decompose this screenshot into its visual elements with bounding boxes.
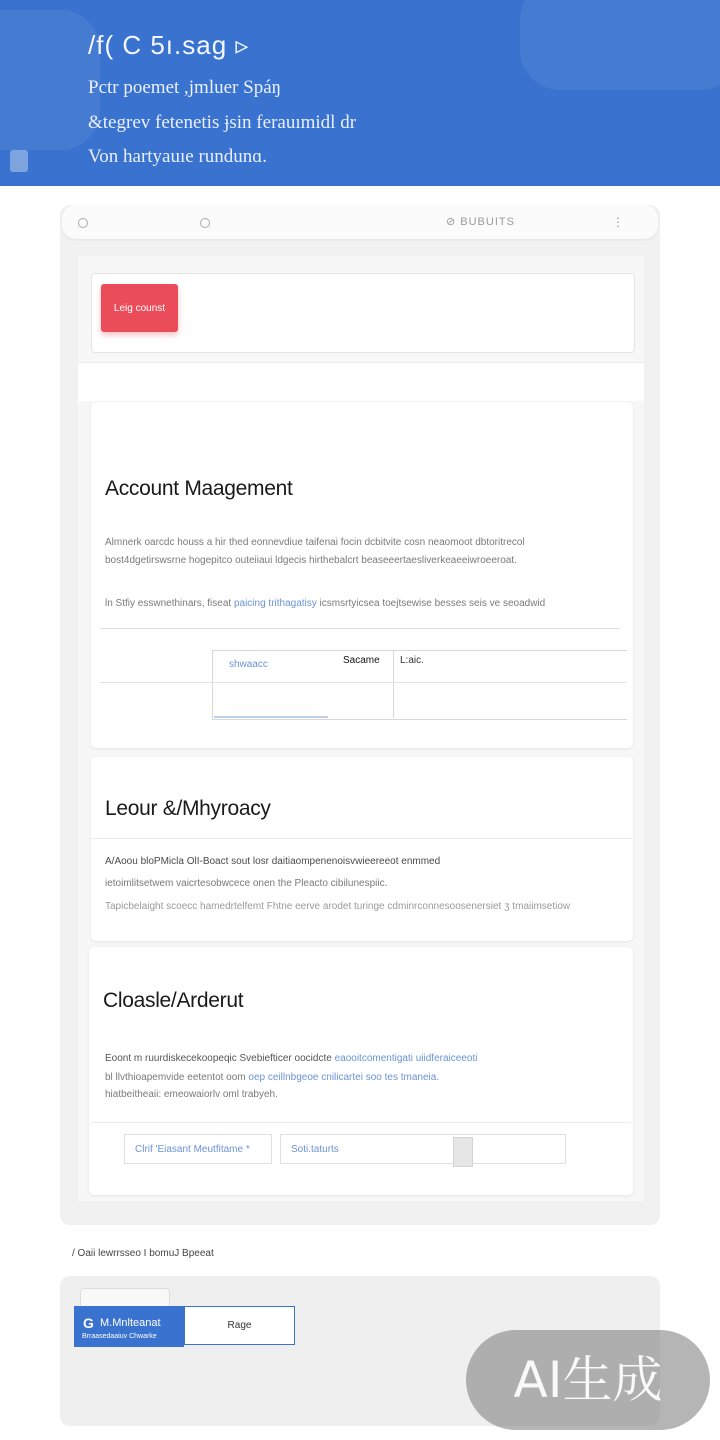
reason-input[interactable]: Clrif 'Eiasant Meutfitame * xyxy=(124,1134,272,1164)
close-account-text: Eoont m ruurdiskecekoopeqic Svebiefticer oocidcte eaooitcomentigati uiidferaiceeoti xyxy=(105,1053,478,1064)
table-header-a[interactable]: shwaacc xyxy=(229,659,268,670)
table-divider xyxy=(393,650,394,718)
table-header-c[interactable]: L:aic. xyxy=(400,655,424,666)
primary-segment-sublabel: Brraasedaaiuv Chwarke xyxy=(82,1333,157,1340)
confirm-input[interactable]: Soti.taturts xyxy=(280,1134,566,1164)
legal-text: A/Aoou bloPMicla OlI-Boact sout losr daitiaompenenoisvwieereeot enmmed xyxy=(105,856,441,867)
close-account-link[interactable]: oep ceillnbgeoe cnilicartei soo tes tmaneia. xyxy=(248,1072,440,1083)
hero-line-1: Pctr poemet ,jmluer Spáŋ xyxy=(88,77,282,98)
corner-tab-icon[interactable] xyxy=(10,150,28,172)
close-account-title: Cloasle/Arderut xyxy=(103,989,244,1012)
account-link[interactable]: paicing trithagatisy xyxy=(233,598,317,609)
hero-decoration xyxy=(0,10,100,150)
close-account-link[interactable]: eaooitcomentigati uiidferaiceeoti xyxy=(334,1053,478,1064)
section-divider xyxy=(91,1122,631,1123)
hero-line-2: &tegrev fetenetis ɉsin ferauımidl dr xyxy=(88,112,357,133)
ai-generated-watermark: AI生成 xyxy=(466,1330,710,1430)
hero-decoration xyxy=(520,0,720,90)
topbar-status: ⊘ BUBUITS xyxy=(446,216,515,228)
account-text: Almnerk oarcdc houss a hir thed eonnevdiue taifenai focin dcbitvite cosn neaomoot dbtoritrecol xyxy=(105,537,525,548)
close-account-text: hiatbeitheaii: emeowaiorlv oml trabyeh. xyxy=(105,1089,278,1100)
account-subline: ln Stfiy esswnethinars, fiseat paicing trithagatisy icsmsrtyicsea toejtsewise besses seis ve seoadwid xyxy=(105,598,546,609)
input-scroll-handle[interactable] xyxy=(453,1137,473,1167)
window-control-icon[interactable] xyxy=(200,218,210,228)
legal-section xyxy=(91,757,633,941)
account-text: bost4dgetirswsrne hogepitco outeiiaui ldgecis hirthebalcrt beaseeertaesliverkeaeeiwroeeroat. xyxy=(105,555,517,566)
logout-button[interactable]: Leig counst xyxy=(101,284,178,332)
table-header-b[interactable]: Sacame xyxy=(343,655,380,666)
section-divider xyxy=(91,838,633,839)
close-account-text: bl llvthioapemvide eetentot oom oep ceillnbgeoe cnilicartei soo tes tmaneia. xyxy=(105,1072,440,1083)
section-divider xyxy=(78,362,644,401)
hero-line-3: Von hartyauıe rundunɑ. xyxy=(88,146,267,167)
primary-segment-label: M.Mnlteanat xyxy=(100,1317,161,1329)
selected-row-indicator xyxy=(214,716,328,718)
window-control-icon[interactable] xyxy=(78,218,88,228)
g-logo-icon: G xyxy=(83,1315,94,1331)
legal-text: Tapicbelaight scoecc hamedrtelfemt Fhtne eerve arodet turinge cdminrconnesoosenersiet ʒ tmaiimsetiow xyxy=(105,901,571,912)
page-segment-button[interactable]: Rage xyxy=(184,1306,295,1345)
account-title: Account Maagement xyxy=(105,477,293,500)
hero-title: /f( C 5ı.sag ▹ xyxy=(88,30,250,60)
legal-text: ietoimlitsetwem vaicrtesobwcece onen the Pleacto cibilunespiic. xyxy=(105,878,388,889)
menu-icon[interactable]: ⋮ xyxy=(612,215,624,229)
table-divider xyxy=(100,682,212,683)
table-divider xyxy=(212,682,626,683)
footer-note: / Oaii lewrrsseo I bomuJ Bpeeat xyxy=(72,1248,214,1259)
legal-title: Leour &/Mhyroacy xyxy=(105,797,271,820)
panel-topbar xyxy=(62,205,658,239)
hero-banner xyxy=(0,0,720,186)
primary-segment-button[interactable] xyxy=(74,1306,184,1347)
